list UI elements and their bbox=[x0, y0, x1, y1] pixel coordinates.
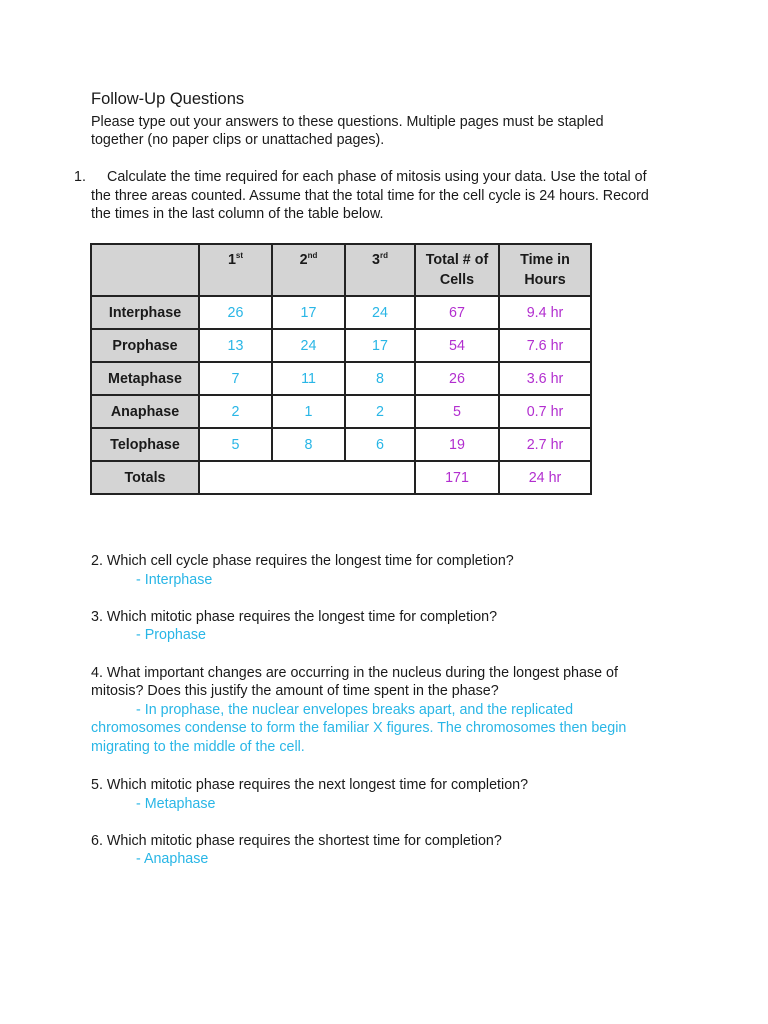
intro-line-2: together (no paper clips or unattached pages). bbox=[91, 132, 385, 148]
count-cell: 26 bbox=[199, 296, 272, 329]
total-cell: 19 bbox=[415, 428, 499, 461]
time-cell: 2.7 hr bbox=[499, 428, 591, 461]
grand-total-cells: 171 bbox=[415, 461, 499, 494]
mitosis-data-table bbox=[90, 243, 592, 495]
question-3: 3. Which mitotic phase requires the longest time for completion? bbox=[91, 609, 498, 625]
table-header-row bbox=[91, 244, 591, 296]
answer-6: - Anaphase bbox=[136, 851, 209, 867]
count-cell: 8 bbox=[272, 428, 345, 461]
count-cell: 8 bbox=[345, 362, 415, 395]
header-time-hours: Time in Hours bbox=[499, 244, 591, 296]
count-cell: 6 bbox=[345, 428, 415, 461]
time-cell: 0.7 hr bbox=[499, 395, 591, 428]
header-empty-cell bbox=[91, 244, 199, 296]
total-cell: 5 bbox=[415, 395, 499, 428]
header-col-3: 3rd bbox=[345, 244, 415, 296]
count-cell: 7 bbox=[199, 362, 272, 395]
table-row bbox=[91, 395, 591, 428]
question-1-line-3: the times in the last column of the table below. bbox=[91, 206, 384, 222]
question-5: 5. Which mitotic phase requires the next longest time for completion? bbox=[91, 777, 529, 793]
table-row bbox=[91, 296, 591, 329]
count-cell: 13 bbox=[199, 329, 272, 362]
totals-empty-cell bbox=[199, 461, 415, 494]
question-4-line-1: 4. What important changes are occurring in the nucleus during the longest phase of bbox=[91, 665, 618, 681]
question-2: 2. Which cell cycle phase requires the longest time for completion? bbox=[91, 553, 514, 569]
phase-label: Metaphase bbox=[91, 362, 199, 395]
question-1-line-2: the three areas counted. Assume that the total time for the cell cycle is 24 hours. Record bbox=[91, 188, 649, 204]
answer-4-line-2: chromosomes condense to form the familiar X figures. The chromosomes then begin bbox=[91, 720, 627, 736]
table-row bbox=[91, 428, 591, 461]
phase-label: Anaphase bbox=[91, 395, 199, 428]
totals-label: Totals bbox=[91, 461, 199, 494]
total-cell: 26 bbox=[415, 362, 499, 395]
count-cell: 17 bbox=[345, 329, 415, 362]
answer-5: - Metaphase bbox=[136, 796, 216, 812]
answer-4-line-1: - In prophase, the nuclear envelopes breaks apart, and the replicated bbox=[136, 702, 574, 718]
phase-label: Interphase bbox=[91, 296, 199, 329]
total-cell: 67 bbox=[415, 296, 499, 329]
header-col-2: 2nd bbox=[272, 244, 345, 296]
question-6: 6. Which mitotic phase requires the shortest time for completion? bbox=[91, 833, 502, 849]
phase-label: Prophase bbox=[91, 329, 199, 362]
table-row bbox=[91, 329, 591, 362]
count-cell: 1 bbox=[272, 395, 345, 428]
question-4-line-2: mitosis? Does this justify the amount of time spent in the phase? bbox=[91, 683, 499, 699]
count-cell: 5 bbox=[199, 428, 272, 461]
question-1-line-1: Calculate the time required for each phase of mitosis using your data. Use the total of bbox=[107, 169, 647, 185]
totals-row bbox=[91, 461, 591, 494]
time-cell: 7.6 hr bbox=[499, 329, 591, 362]
answer-2: - Interphase bbox=[136, 572, 213, 588]
answer-4-line-3: migrating to the middle of the cell. bbox=[91, 739, 305, 755]
page-title: Follow-Up Questions bbox=[91, 90, 245, 108]
count-cell: 17 bbox=[272, 296, 345, 329]
header-total-cells: Total # of Cells bbox=[415, 244, 499, 296]
intro-line-1: Please type out your answers to these questions. Multiple pages must be stapled bbox=[91, 114, 604, 130]
total-cell: 54 bbox=[415, 329, 499, 362]
time-cell: 9.4 hr bbox=[499, 296, 591, 329]
answer-3: - Prophase bbox=[136, 627, 206, 643]
grand-total-time: 24 hr bbox=[499, 461, 591, 494]
count-cell: 24 bbox=[272, 329, 345, 362]
time-cell: 3.6 hr bbox=[499, 362, 591, 395]
table-row bbox=[91, 362, 591, 395]
count-cell: 2 bbox=[199, 395, 272, 428]
phase-label: Telophase bbox=[91, 428, 199, 461]
count-cell: 11 bbox=[272, 362, 345, 395]
count-cell: 2 bbox=[345, 395, 415, 428]
question-1-number: 1. bbox=[74, 169, 86, 185]
header-col-1: 1st bbox=[199, 244, 272, 296]
count-cell: 24 bbox=[345, 296, 415, 329]
